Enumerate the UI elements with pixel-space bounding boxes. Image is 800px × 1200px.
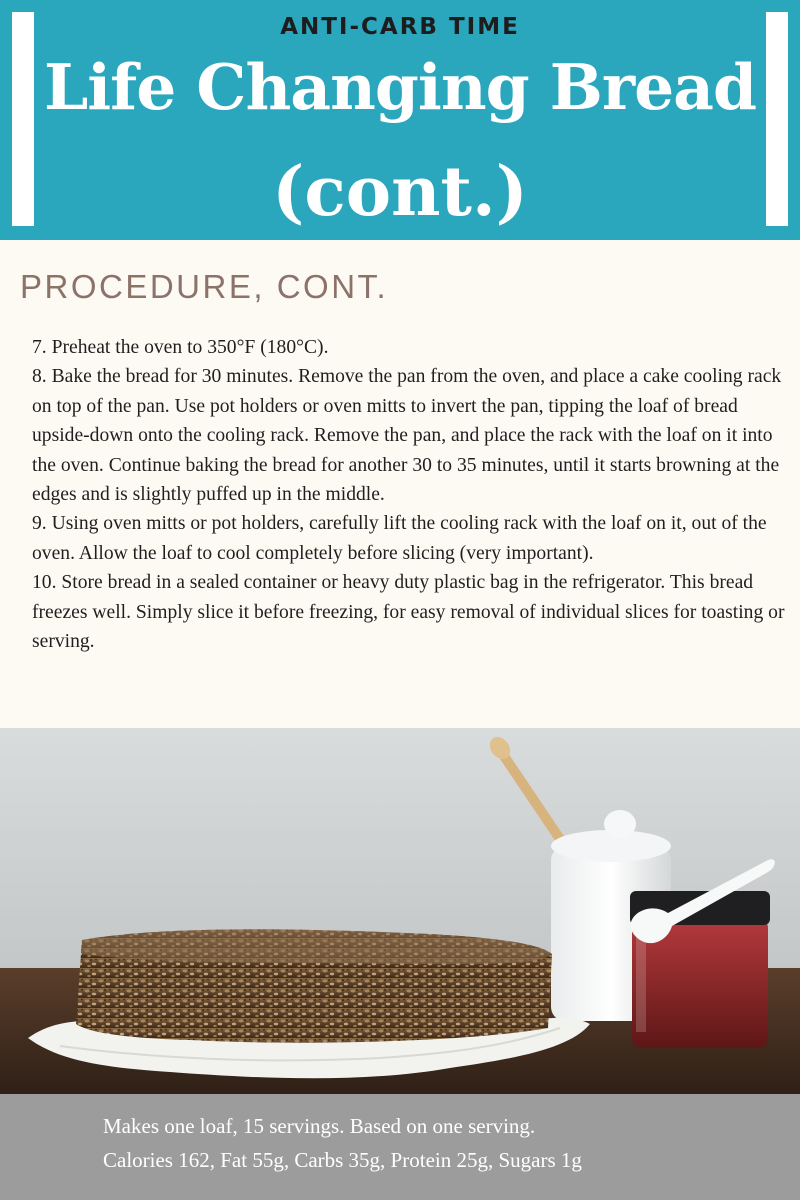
- procedure-step: 10. Store bread in a sealed container or heavy duty plastic bag in the refrigerator. This bread freezes well. Simply slice it before freezing, for easy removal of individual slices for toasting or serving.: [32, 572, 785, 653]
- nutrition-footer: [0, 1094, 800, 1200]
- page-title-continued: (cont.): [272, 152, 528, 232]
- page-title: Life Changing Bread: [43, 50, 757, 124]
- nutrition-info: Calories 162, Fat 55g, Carbs 35g, Protein 25g, Sugars 1g: [103, 1148, 582, 1172]
- eyebrow-label: ANTI-CARB TIME: [280, 14, 520, 40]
- section-heading: PROCEDURE, CONT.: [20, 268, 389, 305]
- bread-photo: [0, 728, 800, 1094]
- procedure-step: 8. Bake the bread for 30 minutes. Remove the pan from the oven, and place a cake cooling rack on top of the pan. Use pot holders or oven mitts to invert the pan, tipping the loaf of bread upside-down onto the cooling rack. Remove the pan, and place the rack with the loaf on it into the oven. Continue baking the bread for another 30 to 35 minutes, until it starts browning at the edges and is slightly puffed up in the middle.: [32, 366, 782, 506]
- procedure-step: 7. Preheat the oven to 350°F (180°C).: [32, 337, 329, 358]
- procedure-steps: [32, 333, 792, 656]
- header-banner: [0, 0, 800, 240]
- procedure-step: 9. Using oven mitts or pot holders, carefully lift the cooling rack with the loaf on it, out of the oven. Allow the loaf to cool completely before slicing (very important).: [32, 513, 767, 564]
- servings-info: Makes one loaf, 15 servings. Based on one serving.: [103, 1114, 536, 1138]
